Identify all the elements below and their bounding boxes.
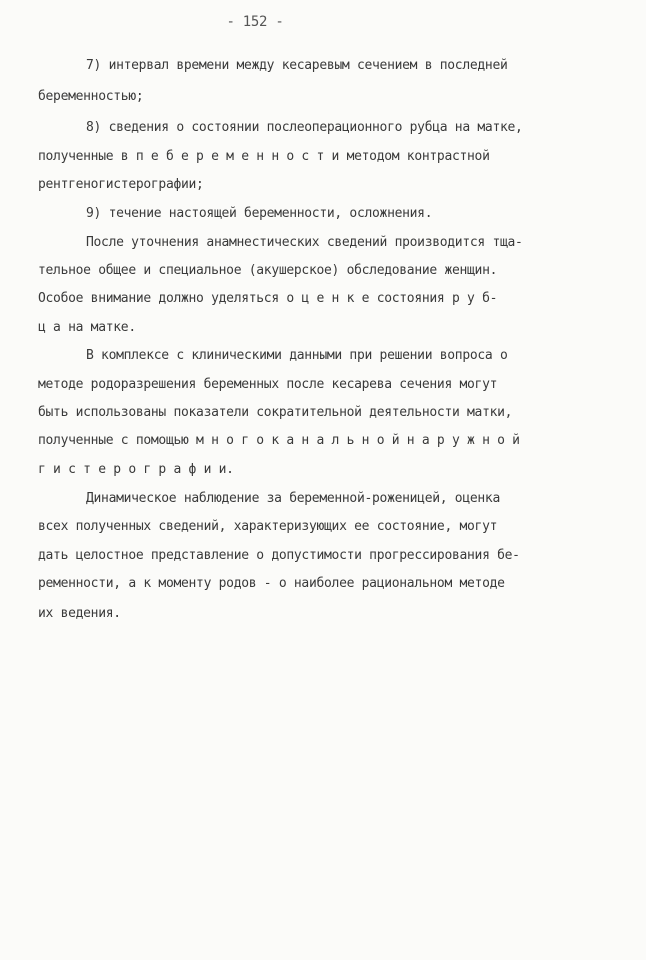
text-line: рентгеногистерографии;: [38, 177, 204, 192]
text-line: всех полученных сведений, характеризующих ее состояние, могут: [38, 519, 498, 534]
text-line: Динамическое наблюдение за беременной-роженицей, оценка: [86, 491, 500, 506]
text-line: методе родоразрешения беременных после кесарева сечения могут: [38, 377, 498, 392]
text-line: После уточнения анамнестических сведений производится тща-: [86, 235, 523, 250]
text-line: полученные с помощью м н о г о к а н а л ь н о й н а р у ж н о й: [38, 433, 520, 448]
text-line: полученные в п е б е р е м е н н о с т и методом контрастной: [38, 149, 490, 164]
text-line: дать целостное представление о допустимости прогрессирования бе-: [38, 548, 520, 563]
text-line: В комплексе с клиническими данными при решении вопроса о: [86, 348, 508, 363]
text-line: их ведения.: [38, 606, 121, 621]
text-line: 8) сведения о состоянии послеоперационного рубца на матке,: [86, 120, 523, 135]
text-line: быть использованы показатели сократительной деятельности матки,: [38, 405, 513, 420]
text-line: г и с т е р о г р а ф и и.: [38, 462, 234, 477]
text-line: 9) течение настоящей беременности, осложнения.: [86, 206, 433, 221]
text-line: ц а на матке.: [38, 320, 136, 335]
text-line: 7) интервал времени между кесаревым сечением в последней: [86, 58, 508, 73]
text-line: Особое внимание должно уделяться о ц е н к е состояния р у б-: [38, 291, 498, 306]
text-line: ременности, а к моменту родов - о наиболее рациональном методе: [38, 576, 505, 591]
text-line: беременностью;: [38, 89, 144, 104]
page-number: - 152 -: [226, 14, 284, 30]
text-line: тельное общее и специальное (акушерское) обследование женщин.: [38, 263, 498, 278]
